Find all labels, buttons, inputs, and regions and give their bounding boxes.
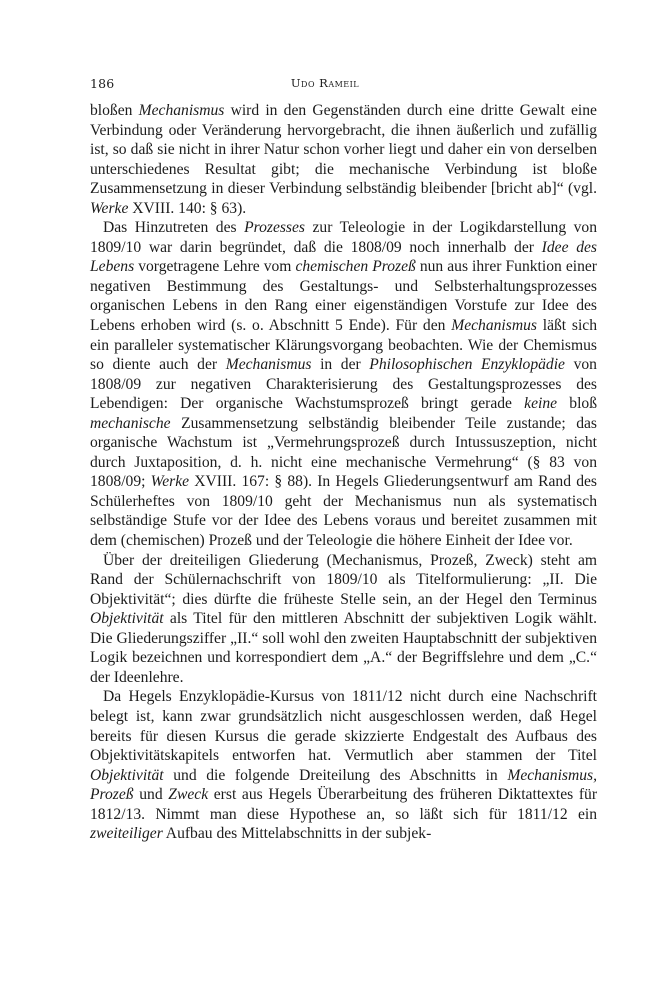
text-run: und — [133, 786, 169, 804]
paragraph — [90, 101, 597, 218]
emphasis-text: Objektivität — [90, 610, 164, 628]
text-run: nun aus ihrer Funktion einer negativen Bestimmung des Gestaltungs- und Selbsterhaltungsprozesses organischen Lebens in den Rang einer eigenständigen Vorstufe zur Idee des Lebens erhoben wird (s. o. Abschnitt 5 Ende). Für den — [90, 258, 597, 335]
emphasis-text: Mechanismus, Prozeß — [90, 766, 597, 804]
running-head: Udo Rameil — [290, 76, 360, 90]
emphasis-text: mechanische — [90, 414, 171, 432]
text-run: Aufbau des Mittelabschnitts in der subjek- — [162, 825, 432, 843]
paragraph — [90, 687, 597, 843]
text-run: wird in den Gegenständen durch eine dritte Gewalt eine Verbindung oder Veränderung hervorgebracht, die ihnen äußerlich und zufällig ist, so daß sie nicht in ihrer Natur schon vorher liegt und daher ein von derselben unterschiedenes Resultat gibt; die mechanische Verbindung ist bloße Zusammensetzung in dieser Verbindung selbständig bleibender [bricht ab]“ (vgl. — [90, 102, 597, 198]
emphasis-text: keine — [524, 395, 558, 413]
text-run: bloß — [557, 395, 597, 413]
emphasis-text: Objektivität — [90, 766, 164, 784]
emphasis-text: Werke — [150, 473, 190, 491]
text-run: als Titel für den mittleren Abschnitt der subjektiven Logik wählt. Die Gliederungsziffer „II.“ soll wohl den zweiten Hauptabschnitt der subjektiven Logik bezeichnen und korrespondiert dem „A.“ der Begriffslehre und dem „C.“ der Ideenlehre. — [90, 610, 597, 686]
paragraph — [90, 218, 597, 550]
emphasis-text: Mechanismus — [225, 356, 312, 374]
text-run: erst aus Hegels Überarbeitung des früheren Diktattextes für 1812/13. Nimmt man diese Hypothese an, so läßt sich für 1811/12 ein — [90, 786, 598, 823]
text-run: zur Teleologie in der Logikdarstellung von 1809/10 war darin begründet, daß die 1808/09 noch innerhalb der — [90, 219, 598, 256]
emphasis-text: Idee des Lebens — [90, 238, 597, 276]
text-run: Zusammensetzung selbständig bleibender Teile zustande; das organische Wachstum ist „Vermehrungsprozeß durch Intussuszeption, nicht durch Juxtaposition, d. h. nicht eine mechanische Vermehrung“ (§ 83 von 1808/09; — [90, 414, 597, 491]
emphasis-text: Mechanismus — [451, 317, 537, 335]
body-text — [90, 101, 597, 844]
paragraph — [90, 551, 597, 688]
emphasis-text: chemischen Prozeß — [295, 258, 416, 276]
text-run: vorgetragene Lehre vom — [134, 258, 296, 276]
emphasis-text: Prozesses — [244, 219, 305, 237]
text-run: von 1808/09 zur negativen Charakterisierung des Gestaltungsprozesses des Lebendigen: Der organische Wachstumsprozeß bringt gerade — [90, 356, 597, 413]
emphasis-text: Mechanismus — [138, 102, 225, 119]
page-number: 186 — [90, 76, 115, 91]
emphasis-text: zweiteiliger — [90, 825, 163, 843]
text-run: Über der dreiteiligen Gliederung (Mechanismus, Prozeß, Zweck) steht am Rand der Schülernachschrift von 1809/10 als Titelformulierung: „II. Die Objektivität“; dies dürfte die früheste Stelle sein, an der Hegel den Terminus — [90, 551, 597, 608]
emphasis-text: Zweck — [168, 786, 209, 804]
text-run: XVIII. 140: § 63). — [128, 199, 247, 217]
text-run: in der — [311, 356, 370, 374]
emphasis-text: Werke — [90, 199, 129, 217]
text-run: läßt sich ein paralleler systematischer Klärungsvorgang beobachten. Wie der Chemismus so diente auch der — [90, 317, 597, 374]
emphasis-text: Philosophischen Enzyklopädie — [369, 356, 565, 374]
text-run: XVIII. 167: § 88). In Hegels Gliederungsentwurf am Rand des Schülerheftes von 1809/10 geht der Mechanismus nun als systematisch selbständige Stufe vor der Idee des Lebens voraus und bereitet zusammen mit dem (chemischen) Prozeß und der Teleologie die höhere Einheit der Idee vor. — [90, 473, 597, 550]
text-run: Das Hinzutreten des — [103, 219, 245, 237]
text-run: bloßen — [90, 102, 139, 119]
text-run: Da Hegels Enzyklopädie-Kursus von 1811/12 nicht durch eine Nachschrift belegt ist, kann zwar grundsätzlich nicht ausgeschlossen werden, daß Hegel bereits für diesen Kursus die gerade skizzierte Endgestalt des Aufbaus des Objektivitätskapitels entworfen hat. Vermutlich aber stammen der Titel — [90, 688, 597, 765]
text-run: und die folgende Dreiteilung des Abschnitts in — [163, 766, 508, 784]
